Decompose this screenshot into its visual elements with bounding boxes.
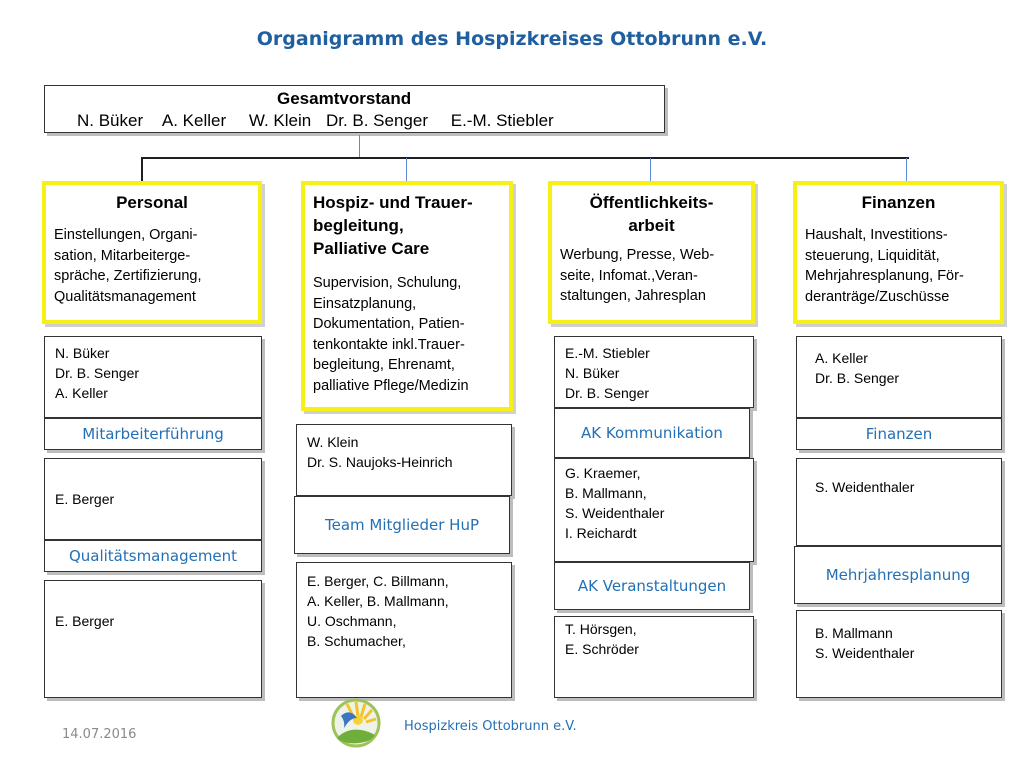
page-title: Organigramm des Hospizkreises Ottobrunn e.V. — [256, 28, 768, 50]
footer-org: Hospizkreis Ottobrunn e.V. — [404, 719, 577, 734]
department-box-finanzen — [793, 181, 1004, 324]
subgroup-label: Team Mitglieder HuP — [294, 496, 510, 554]
department-heading: Öffentlichkeits- arbeit — [589, 193, 714, 235]
members-box: E. Berger, C. Billmann, A. Keller, B. Mallmann, U. Oschmann, B. Schumacher, — [296, 562, 512, 698]
members-box: E.-M. Stiebler N. Büker Dr. B. Senger — [554, 336, 754, 408]
department-box-oeffentlichkeit — [548, 181, 755, 324]
board-box — [44, 85, 665, 133]
department-description: Werbung, Presse, Web- seite, Infomat.,Veran- staltungen, Jahresplan — [560, 247, 715, 304]
connector-line — [141, 157, 909, 159]
connector-line — [141, 157, 143, 181]
connector-line — [359, 135, 360, 158]
subgroup-label: Qualitätsmanagement — [44, 540, 262, 572]
board-members — [77, 111, 554, 131]
connector-line — [906, 158, 907, 181]
department-box-hospiz — [301, 181, 513, 411]
subgroup-label: AK Veranstaltungen — [554, 562, 750, 610]
members-box: A. Keller Dr. B. Senger — [796, 336, 1002, 418]
subgroup-label: Mehrjahresplanung — [794, 546, 1002, 604]
members-box: G. Kraemer, B. Mallmann, S. Weidenthaler I. Reichardt — [554, 458, 754, 562]
board-member: Dr. B. Senger — [325, 111, 429, 130]
members-box: N. Büker Dr. B. Senger A. Keller — [44, 336, 262, 418]
members-box: B. Mallmann S. Weidenthaler — [796, 610, 1002, 698]
board-member: N. Büker — [77, 111, 144, 130]
footer-date: 14.07.2016 — [62, 727, 137, 742]
board-member: E.-M. Stiebler — [450, 111, 554, 130]
department-description: Haushalt, Investitions- steuerung, Liquidität, Mehrjahresplanung, För- deranträge/Zuschüsse — [805, 227, 964, 305]
board-member: A. Keller — [161, 111, 227, 130]
board-member: W. Klein — [248, 111, 312, 130]
members-box: E. Berger — [44, 580, 262, 698]
department-heading: Personal — [116, 193, 188, 212]
department-description: Einstellungen, Organi- sation, Mitarbeiterge- spräche, Zertifizierung, Qualitätsmanagement — [54, 227, 202, 305]
connector-line — [406, 158, 407, 181]
members-box: T. Hörsgen, E. Schröder — [554, 616, 754, 698]
department-box-personal — [42, 181, 262, 324]
members-box: S. Weidenthaler — [796, 458, 1002, 546]
members-box: E. Berger — [44, 458, 262, 540]
subgroup-label: Mitarbeiterführung — [44, 418, 262, 450]
connector-line — [650, 158, 651, 181]
subgroup-label: Finanzen — [796, 418, 1002, 450]
department-heading: Hospiz- und Trauer- begleitung, Palliative Care — [313, 193, 473, 258]
board-heading: Gesamtvorstand — [277, 89, 412, 108]
members-box: W. Klein Dr. S. Naujoks-Heinrich — [296, 424, 512, 496]
department-description: Supervision, Schulung, Einsatzplanung, Dokumentation, Patien- tenkontakte inkl.Trauer- begleitung, Ehrenamt, palliative Pflege/Medizin — [313, 275, 469, 394]
department-heading: Finanzen — [861, 193, 936, 212]
subgroup-label: AK Kommunikation — [554, 408, 750, 458]
hospiz-logo — [331, 698, 381, 748]
